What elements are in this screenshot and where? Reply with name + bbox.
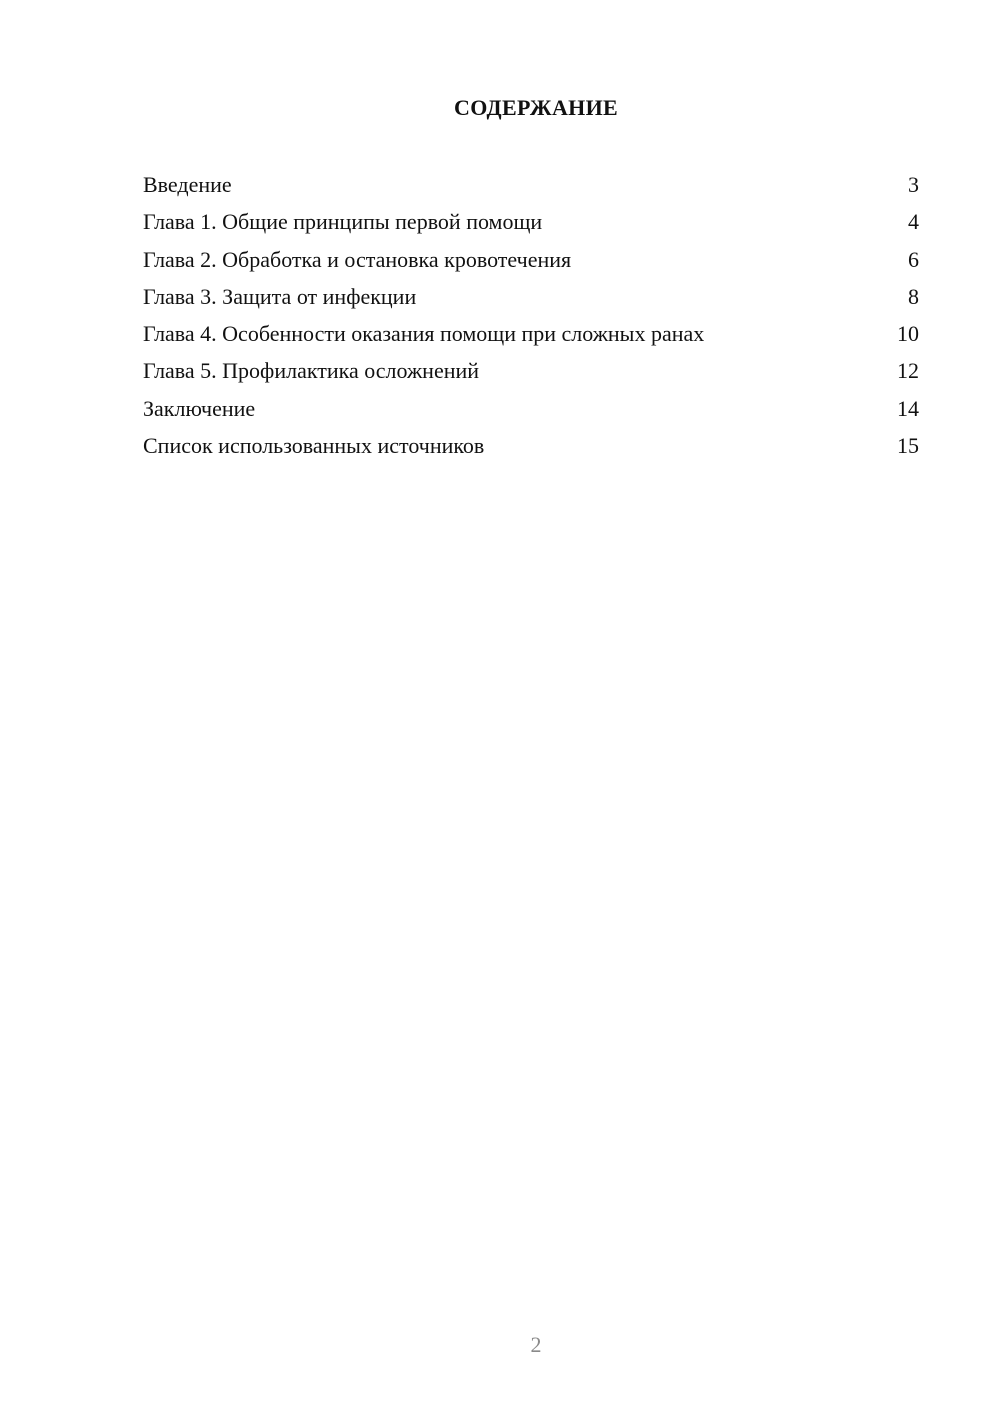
toc-entry-page: 15 (897, 433, 919, 459)
toc-entry-chapter-4 (143, 317, 919, 354)
toc-entry-page: 8 (908, 283, 919, 309)
toc-entry-label: Глава 5. Профилактика осложнений (143, 358, 480, 384)
toc-entry-introduction (143, 168, 919, 205)
toc-entry-label: Заключение (143, 395, 256, 421)
toc-entry-references (143, 429, 919, 466)
toc-entry-label: Глава 2. Обработка и остановка кровотечения (143, 246, 572, 272)
toc-entry-page: 6 (908, 246, 919, 272)
toc-entry-conclusion (143, 392, 919, 429)
toc-entry-label: Глава 3. Защита от инфекции (143, 283, 417, 309)
toc-entry-label: Введение (143, 172, 232, 197)
toc-entry-page: 3 (908, 172, 919, 197)
toc-entry-label: Глава 1. Общие принципы первой помощи (143, 209, 543, 235)
toc-entry-label: Глава 4. Особенности оказания помощи при сложных ранах (143, 321, 705, 347)
toc-entry-page: 14 (897, 395, 919, 421)
page-number: 2 (530, 1332, 542, 1357)
toc-entry-chapter-5 (143, 354, 919, 391)
toc-entry-page: 4 (908, 209, 919, 235)
toc-entry-chapter-1 (143, 205, 919, 242)
toc-entry-label: Список использованных источников (143, 433, 485, 459)
toc-entry-chapter-2 (143, 243, 919, 280)
toc-entry-page: 12 (897, 358, 919, 384)
toc-entry-chapter-3 (143, 280, 919, 317)
table-of-contents (143, 168, 919, 466)
toc-entry-page: 10 (897, 321, 919, 347)
page-title: СОДЕРЖАНИЕ (454, 95, 618, 120)
